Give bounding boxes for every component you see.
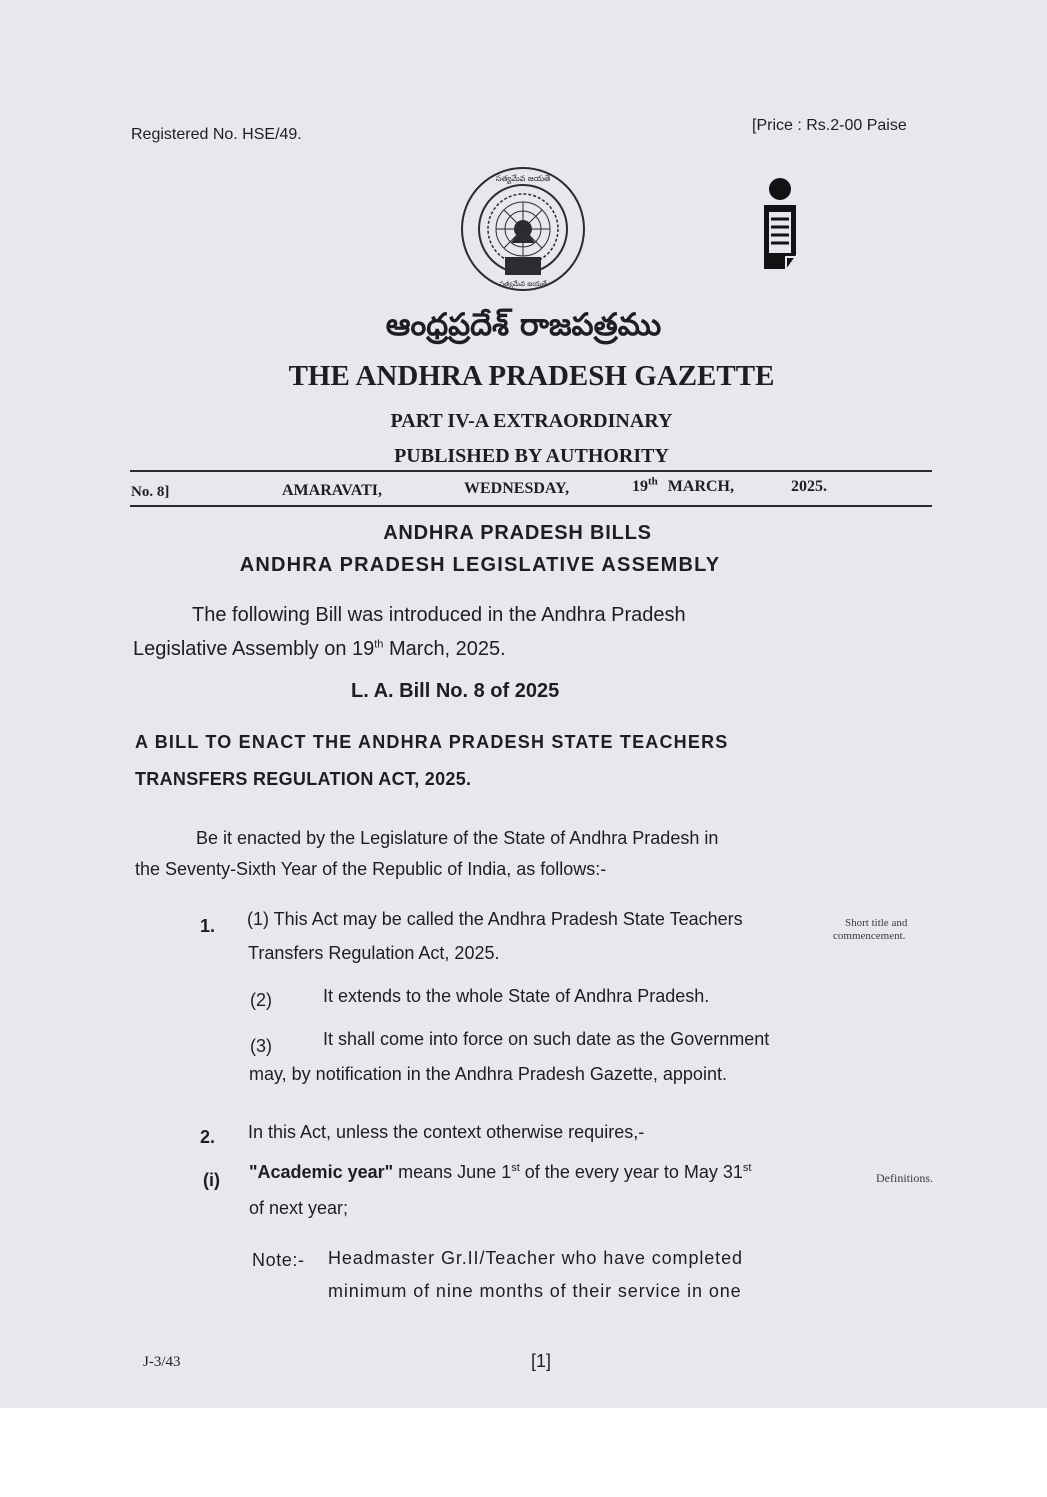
emblem-ring-text: సత్యమేవ జయతే <box>495 174 551 183</box>
section-2-i-text-b: of the every year to May 31 <box>519 1162 743 1182</box>
section-2-i-sup-2: st <box>742 1162 752 1174</box>
note-line-2: minimum of nine months of their service in one <box>328 1281 742 1301</box>
enactment-line-2: the Seventy-Sixth Year of the Republic of India, as follows:- <box>135 859 607 879</box>
intro-line-2 <box>133 632 506 666</box>
section-2-i-label: (i) <box>203 1170 220 1190</box>
section-2-i-sup-1: st <box>511 1162 520 1174</box>
issue-year: 2025. <box>791 478 827 495</box>
intro-text-b: March, 2025. <box>383 638 506 660</box>
margin-note-definitions: Definitions. <box>876 1171 933 1185</box>
bill-title-line-1: A BILL TO ENACT THE ANDHRA PRADESH STATE TEACHERS <box>135 732 729 752</box>
registered-number: Registered No. HSE/49. <box>131 126 302 143</box>
issue-date <box>632 475 734 496</box>
telugu-title: ఆంధ్రప్రదేశ్ రాజపత్రము <box>385 307 662 343</box>
price: [Price : Rs.2-00 Paise <box>752 117 907 134</box>
section-2-i-line-1 <box>249 1162 751 1183</box>
enactment-line-1: Be it enacted by the Legislature of the State of Andhra Pradesh in <box>196 828 719 848</box>
section-1-sub-2-label: (2) <box>250 990 272 1010</box>
academic-year-term: "Academic year" <box>249 1162 394 1182</box>
part-heading: PART IV-A EXTRAORDINARY <box>390 410 673 432</box>
section-1-sub-1-line-1: (1) This Act may be called the Andhra Pradesh State Teachers <box>247 909 743 929</box>
issue-number: No. 8] <box>131 484 170 500</box>
section-2-intro: In this Act, unless the context otherwise requires,- <box>248 1122 645 1142</box>
top-rule <box>130 470 932 472</box>
page-number: [1] <box>531 1351 552 1371</box>
margin-note-short-title <box>833 917 908 943</box>
emblem-banner-text: సత్యమేవ జయతే <box>499 280 547 288</box>
section-1-sub-1-line-2: Transfers Regulation Act, 2025. <box>248 943 500 963</box>
state-emblem <box>459 165 587 293</box>
footer-code: J-3/43 <box>143 1354 181 1370</box>
section-1-sub-3-label: (3) <box>250 1036 272 1056</box>
section-2-i-text-a: means June 1 <box>393 1162 512 1182</box>
bill-number: L. A. Bill No. 8 of 2025 <box>351 680 560 702</box>
published-by-authority: PUBLISHED BY AUTHORITY <box>394 445 669 467</box>
issue-date-suffix: th <box>648 475 658 488</box>
margin-note-short-title-line-1: Short title and <box>845 917 908 929</box>
note-label: Note:- <box>252 1250 305 1270</box>
issue-day: WEDNESDAY, <box>464 480 570 497</box>
section-2-i-line-2: of next year; <box>249 1198 349 1218</box>
section-1-sub-3-line-1: It shall come into force on such date as the Government <box>323 1029 770 1049</box>
bills-heading: ANDHRA PRADESH BILLS <box>383 522 652 544</box>
document-icon <box>760 177 804 273</box>
margin-note-short-title-line-2: commencement. <box>833 930 906 942</box>
intro-line-1: The following Bill was introduced in the Andhra Pradesh <box>192 604 686 626</box>
assembly-heading: ANDHRA PRADESH LEGISLATIVE ASSEMBLY <box>239 554 721 576</box>
section-1-sub-3-line-2: may, by notification in the Andhra Pradesh Gazette, appoint. <box>249 1064 727 1084</box>
intro-text-a: Legislative Assembly on 19 <box>133 638 375 660</box>
section-1-number: 1. <box>200 916 216 936</box>
note-line-1: Headmaster Gr.II/Teacher who have completed <box>328 1248 743 1268</box>
issue-date-day: 19 <box>632 478 648 495</box>
bottom-rule <box>130 505 932 507</box>
section-2-number: 2. <box>200 1127 216 1147</box>
bill-title-line-2: TRANSFERS REGULATION ACT, 2025. <box>135 769 472 789</box>
section-1-sub-2-text: It extends to the whole State of Andhra Pradesh. <box>323 986 710 1006</box>
issue-date-month: MARCH, <box>667 478 734 495</box>
issue-place: AMARAVATI, <box>282 482 383 499</box>
intro-sup: th <box>374 638 384 651</box>
gazette-title: THE ANDHRA PRADESH GAZETTE <box>288 360 775 392</box>
